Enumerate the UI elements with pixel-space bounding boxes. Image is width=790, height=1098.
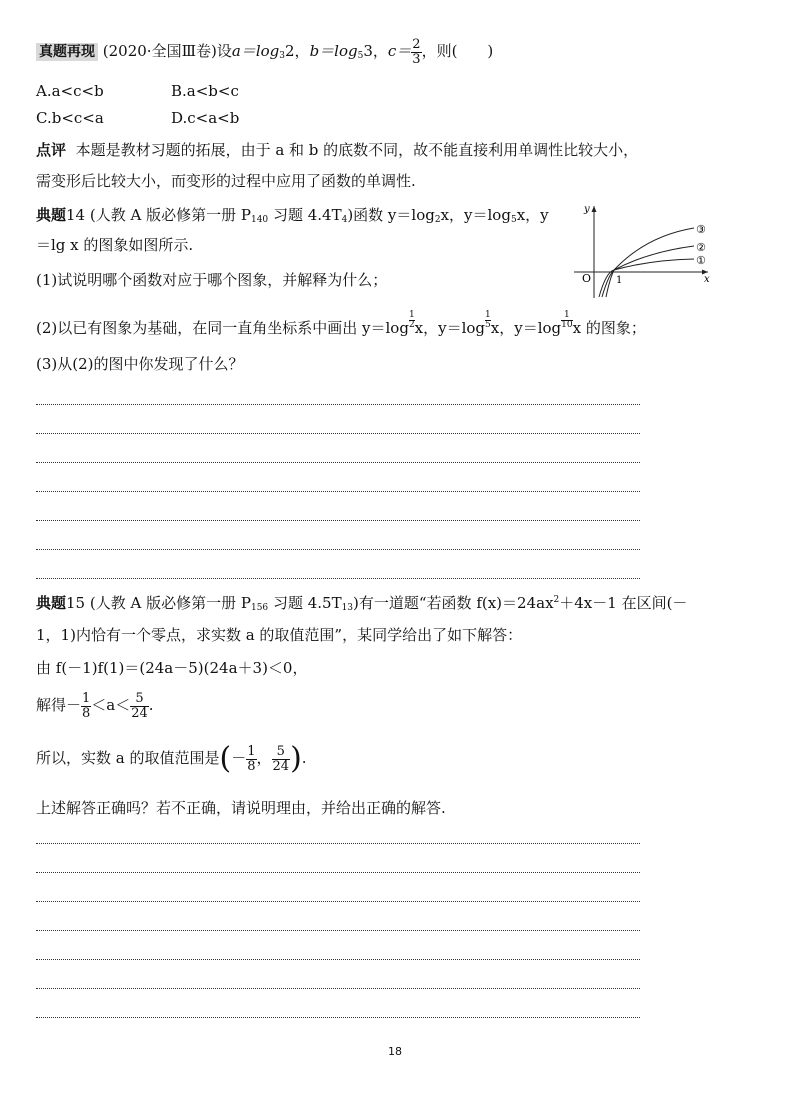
q15-l4b: ＜a＜ — [91, 696, 131, 715]
q14-f2-x: x，y — [516, 206, 549, 224]
zhenti-b: b＝log — [309, 42, 358, 61]
q15-l5-minus: － — [231, 749, 247, 767]
left-paren: ( — [219, 741, 232, 776]
page-number: 18 — [388, 1045, 402, 1058]
q15-line4 — [36, 692, 154, 720]
q15-l5-frac2: $\frac{5}{24}$ — [272, 743, 290, 774]
q14-src-sub2: 4 — [341, 215, 348, 225]
log-graph — [566, 200, 716, 300]
q14-p2c: x，y＝log — [490, 319, 562, 337]
zhenti-b-base: 5 — [357, 51, 364, 62]
dianping-line2: 需变形后比较大小，而变形的过程中应用了函数的单调性. — [36, 172, 416, 190]
q15-l5a: 所以，实数 a 的取值范围是 — [36, 749, 220, 767]
q15-src-sub: 156 — [250, 603, 269, 613]
q14-f1-x: x，y＝log — [440, 206, 511, 224]
q14-line1 — [36, 208, 549, 225]
q14-part3: (3)从(2)的图中你发现了什么？ — [36, 355, 244, 373]
q15-frac-1-8: $\frac{1}{8}$ — [82, 691, 91, 721]
answer-line[interactable] — [36, 433, 640, 434]
right-paren: ) — [290, 741, 302, 776]
q15-line6: 上述解答正确吗？若不正确，请说明理由，并给出正确的解答. — [36, 799, 446, 817]
q14-p2a: (2)以已有图象为基础，在同一直角坐标系中画出 y＝log — [36, 319, 409, 337]
q15-sq: 2 — [553, 595, 560, 605]
zhenti-c: c＝ — [387, 42, 412, 61]
answer-line[interactable] — [36, 872, 640, 873]
answer-line[interactable] — [36, 404, 640, 405]
answer-line[interactable] — [36, 491, 640, 492]
dianping-line1 — [36, 143, 638, 158]
q14-src-c: )函数 y＝log — [347, 206, 435, 224]
answer-line[interactable] — [36, 930, 640, 931]
q15-src-d: ＋4x－1 在区间(－ — [559, 594, 688, 612]
answer-line[interactable] — [36, 901, 640, 902]
q14-tag: 典题 — [36, 206, 67, 224]
q14-num: 14 — [66, 206, 86, 224]
q14-frac-fifth: $\frac{1}{5}$ — [485, 310, 491, 330]
option-d: D.c<a<b — [171, 109, 240, 127]
q14-f1-base: 2 — [434, 215, 441, 225]
q15-line5 — [36, 741, 307, 776]
q14-f2-base: 5 — [510, 215, 517, 225]
q15-src-b: 习题 4.5T — [268, 594, 342, 612]
zhenti-b-arg: 3， — [363, 42, 388, 61]
graph-origin: O — [582, 272, 592, 285]
q15-frac-5-24: $\frac{5}{24}$ — [131, 691, 148, 721]
graph-x-label: x — [704, 274, 710, 285]
curve-label-2: ② — [696, 241, 706, 254]
answer-line[interactable] — [36, 520, 640, 521]
y-axis-arrow — [592, 206, 597, 212]
q15-l5c: . — [301, 749, 307, 767]
q14-src-b: 习题 4.4T — [268, 206, 342, 224]
curve-label-1: ① — [696, 254, 706, 267]
q15-line3: 由 f(－1)f(1)＝(24a－5)(24a＋3)＜0， — [36, 659, 308, 677]
q15-num: 15 — [66, 594, 86, 612]
dianping-text1: 本题是教材习题的拓展，由于 a 和 b 的底数不同，故不能直接利用单调性比较大小， — [75, 141, 639, 159]
q14-line2: ＝lg x 的图象如图所示. — [36, 236, 194, 254]
q15-src-a: (人教 A 版必修第一册 P — [89, 594, 251, 612]
q14-part1: (1)试说明哪个函数对应于哪个图象，并解释为什么； — [36, 271, 388, 289]
q15-line1 — [36, 596, 687, 613]
answer-line[interactable] — [36, 578, 640, 579]
graph-one: 1 — [616, 275, 623, 286]
q15-line2: 1，1)内恰有一个零点，求实数 a 的取值范围”，某同学给出了如下解答： — [36, 626, 523, 644]
zhenti-source: (2020·全国Ⅲ卷)设 — [102, 42, 232, 61]
curve-3 — [599, 228, 694, 297]
option-a: A.a<c<b — [36, 82, 104, 100]
zhenti-a-base: 3 — [279, 51, 286, 62]
dianping-tag: 点评 — [36, 141, 67, 159]
q15-l4a: 解得－ — [36, 696, 82, 715]
q14-frac-tenth: $\frac{1}{10}$ — [561, 310, 573, 330]
answer-line[interactable] — [36, 988, 640, 989]
q14-p2b: x，y＝log — [414, 319, 486, 337]
q14-frac-half: $\frac{1}{2}$ — [408, 310, 415, 330]
answer-line[interactable] — [36, 843, 640, 844]
zhenti-a-arg: 2， — [285, 42, 310, 61]
answer-line[interactable] — [36, 462, 640, 463]
zhenti-tail: ，则( ) — [421, 42, 494, 61]
q15-l4c: . — [148, 696, 154, 715]
q14-src-sub: 140 — [250, 215, 269, 225]
zhenti-tag: 真题再现 — [36, 43, 98, 61]
q15-l5-comma: ， — [256, 749, 272, 767]
q14-src-a: (人教 A 版必修第一册 P — [89, 206, 251, 224]
q15-tag: 典题 — [36, 594, 67, 612]
q14-p2d: x 的图象； — [572, 319, 646, 337]
option-b: B.a<b<c — [171, 82, 239, 100]
answer-line[interactable] — [36, 549, 640, 550]
zhenti-a: a＝log — [231, 42, 280, 61]
graph-y-label: y — [584, 204, 590, 215]
answer-line[interactable] — [36, 1017, 640, 1018]
q14-part2 — [36, 311, 646, 336]
zhenti-line — [36, 38, 493, 66]
q15-l5-frac1: $\frac{1}{8}$ — [247, 743, 256, 774]
zhenti-c-frac: $\frac{2}{3}$ — [412, 37, 421, 67]
curve-label-3: ③ — [696, 223, 706, 236]
q15-src-sub2: 13 — [341, 603, 354, 613]
answer-line[interactable] — [36, 959, 640, 960]
option-c: C.b<c<a — [36, 109, 104, 127]
q15-src-c: )有一道题“若函数 f(x)＝24ax — [353, 594, 554, 612]
